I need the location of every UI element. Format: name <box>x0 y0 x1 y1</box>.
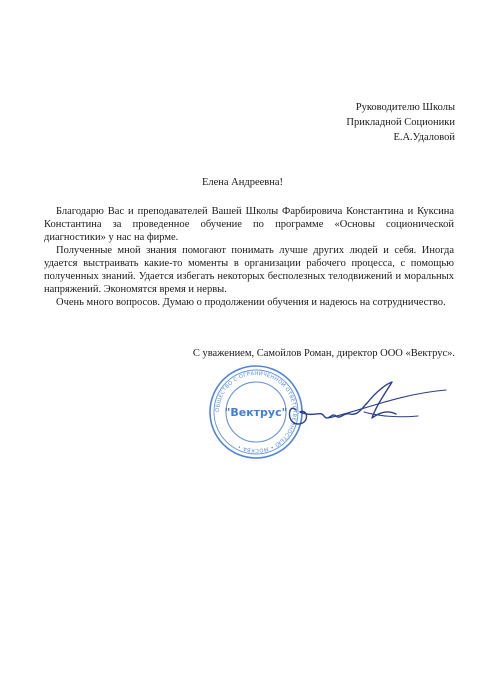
stamp-center-text: "Вектрус" <box>224 406 288 419</box>
addressee-line-2: Прикладной Соционики <box>346 117 455 128</box>
paragraph: Очень много вопросов. Думаю о продолжении обучения и надеюсь на сотрудничество. <box>56 297 446 308</box>
greeting: Елена Андреевна! <box>201 177 284 188</box>
closing-line: С уважением, Самойлов Роман, директор ООО «Вектрус». <box>192 348 455 359</box>
paragraph: Полученные мной знания помогают понимать лучше других людей и себя. Иногда удается выстраивать какие-то моменты в организации рабочего процесса, с помощью полученных знаний. Удается избегать некоторых бесполезных телодвижений и моральных напряжений. Экономятся время и нервы. <box>44 245 454 295</box>
addressee-block <box>346 100 455 145</box>
stamp-ring-text: ОБЩЕСТВО С ОГРАНИЧЕННОЙ ОТВЕТСТВЕННОСТЬЮ • МОСКВА • <box>214 370 298 454</box>
handwritten-signature <box>268 372 448 442</box>
addressee-line-3: Е.А.Удаловой <box>393 132 455 143</box>
letter-body <box>44 205 454 309</box>
addressee-line-1: Руководителю Школы <box>355 102 455 113</box>
paragraph: Благодарю Вас и преподавателей Вашей Школы Фарбировича Константина и Куксина Константина за проведенное обучение по программе «Основы соционической диагностики» у нас на фирме. <box>44 206 454 243</box>
